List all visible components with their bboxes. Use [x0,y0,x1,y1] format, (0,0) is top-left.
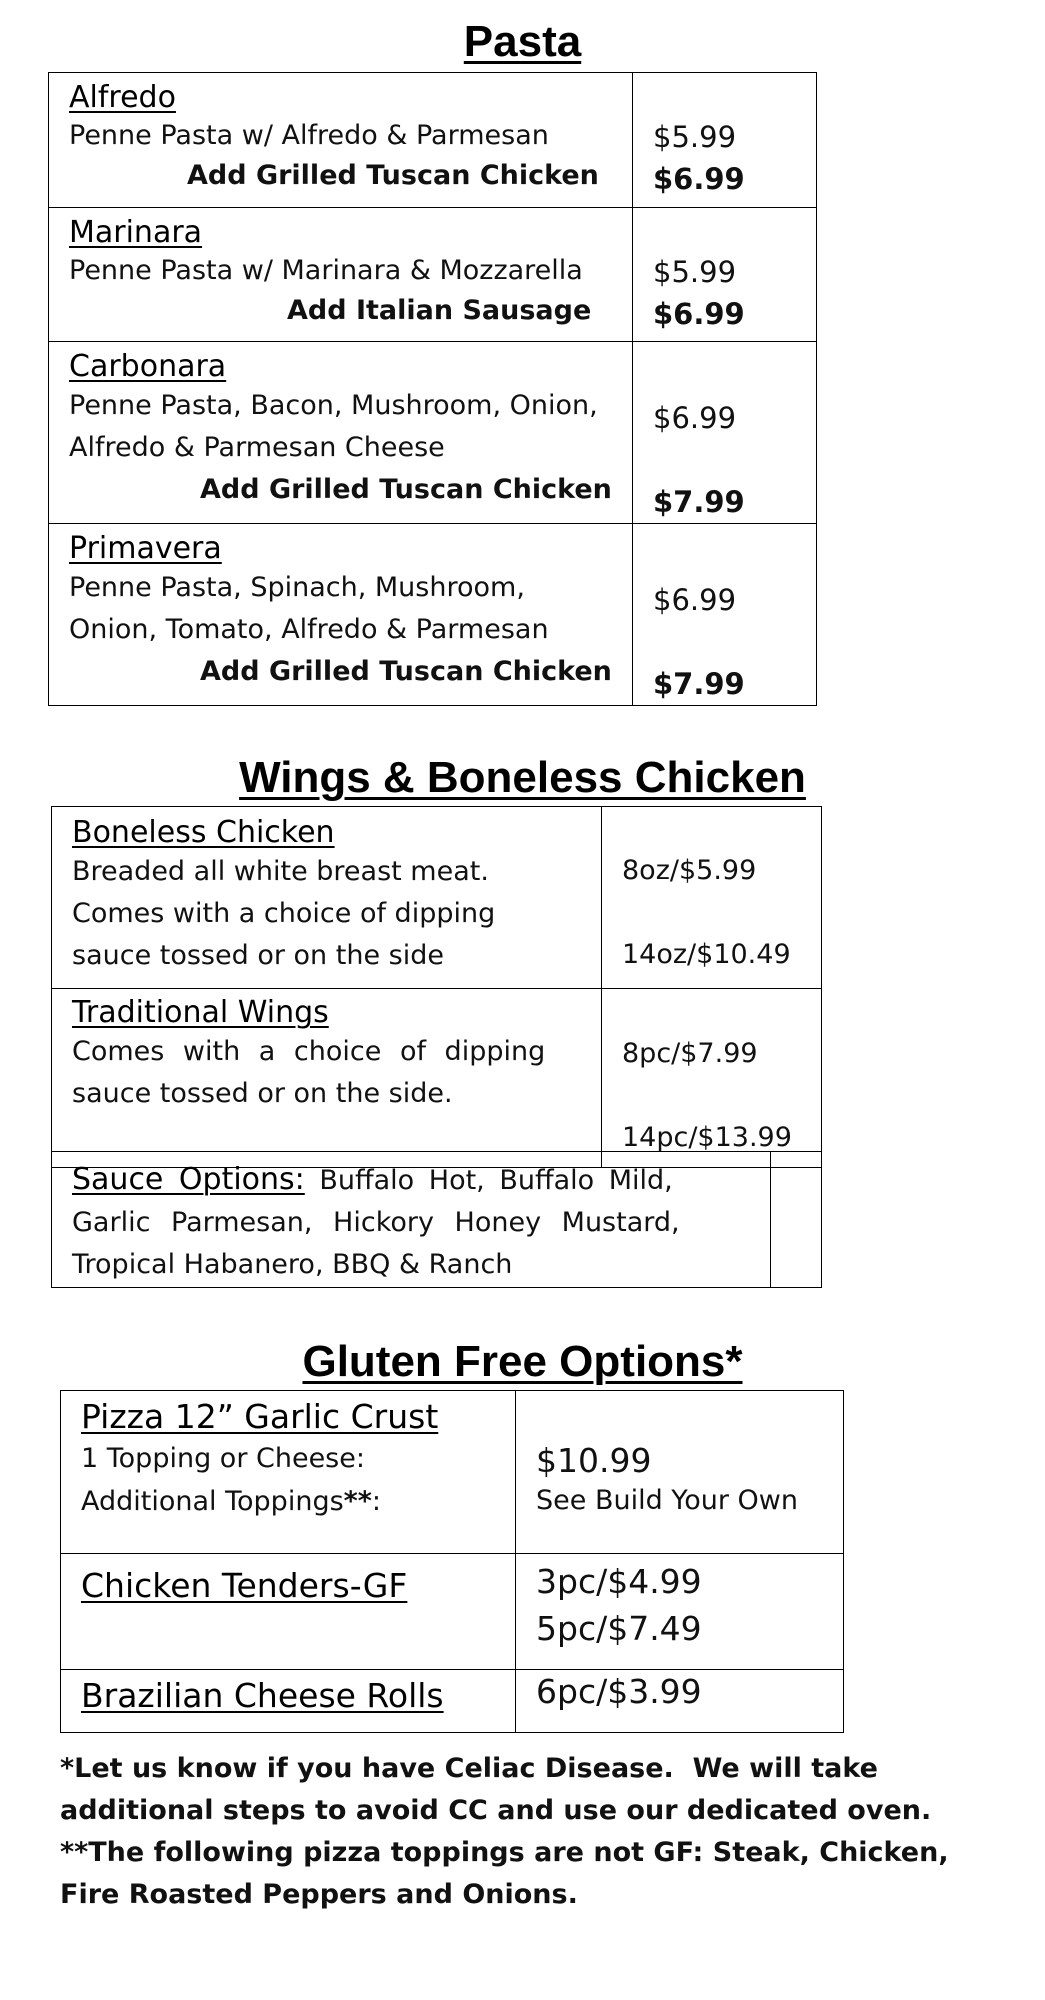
item-price: $5.99 [653,120,737,154]
item-name: Brazilian Cheese Rolls [81,1676,444,1715]
item-description-line-2: Onion, Tomato, Alfredo & Parmesan [69,614,549,645]
footnote-line-3: **The following pizza toppings are not GF: Steak, Chicken, [60,1837,949,1868]
footnote-line-2: additional steps to avoid CC and use our dedicated oven. [60,1795,932,1826]
sauce-options-label: Sauce Options: [72,1162,305,1197]
item-addon: Add Grilled Tuscan Chicken [200,656,612,687]
item-price: $5.99 [653,255,737,289]
item-price: $6.99 [653,401,737,435]
menu-item-carbonara [49,342,817,524]
gluten-free-table [60,1390,844,1733]
item-price-small: 3pc/$4.99 [536,1562,702,1601]
sauce-options-line-2: Garlic Parmesan, Hickory Honey Mustard, [72,1207,680,1238]
item-name: Pizza 12” Garlic Crust [81,1397,439,1436]
menu-item-traditional-wings [52,989,822,1168]
item-addon: Add Italian Sausage [287,295,592,326]
item-addon: Add Grilled Tuscan Chicken [200,474,612,505]
item-description-line-3: sauce tossed or on the side [72,940,444,971]
item-name: Traditional Wings [72,995,329,1030]
pasta-section-title: Pasta [463,17,582,66]
gluten-free-section-title: Gluten Free Options* [302,1337,743,1386]
footnotes [60,1748,1020,1916]
item-description: Penne Pasta w/ Marinara & Mozzarella [69,255,583,286]
menu-item-marinara [49,208,817,342]
item-description-line-1: 1 Topping or Cheese: [81,1443,365,1474]
additional-toppings-label: Additional Toppings [81,1486,344,1517]
sauce-options-empty-cell [771,1152,822,1288]
price-note: See Build Your Own [536,1485,798,1516]
addon-price: $7.99 [653,485,745,519]
item-description-line-1: Breaded all white breast meat. [72,856,489,887]
addon-price: $7.99 [653,667,745,701]
item-name: Carbonara [69,349,227,384]
item-name: Marinara [69,215,203,250]
item-description-line-1: Penne Pasta, Bacon, Mushroom, Onion, [69,390,598,421]
item-description-line-1: Penne Pasta, Spinach, Mushroom, [69,572,525,603]
menu-item-alfredo [49,73,817,208]
item-description-line-2 [81,1480,515,1523]
item-price-small: 8oz/$5.99 [622,855,757,886]
item-price-large: 14oz/$10.49 [622,939,791,970]
menu-item-gf-pizza [61,1391,844,1554]
item-price-small: 8pc/$7.99 [622,1038,758,1069]
menu-item-gf-chicken-tenders [61,1554,844,1670]
item-description: Penne Pasta w/ Alfredo & Parmesan [69,120,549,151]
item-name: Alfredo [69,80,176,115]
item-price: $6.99 [653,583,737,617]
pasta-table [48,72,817,706]
item-name: Boneless Chicken [72,815,335,850]
menu-item-primavera [49,524,817,706]
colon: : [371,1486,382,1517]
footnote-line-4: Fire Roasted Peppers and Onions. [60,1879,578,1910]
item-description-line-2: Comes with a choice of dipping [72,898,496,929]
item-price: $10.99 [536,1441,652,1480]
menu-item-boneless-chicken [52,807,822,989]
sauce-options-line-3: Tropical Habanero, BBQ & Ranch [72,1249,513,1280]
item-description-line-1: Comes with a choice of dipping [72,1036,546,1067]
item-description-line-2: sauce tossed or on the side. [72,1078,453,1109]
item-name: Primavera [69,531,222,566]
item-addon: Add Grilled Tuscan Chicken [187,160,599,191]
sauce-options-text: Buffalo Hot, Buffalo Mild, [319,1165,673,1196]
footnote-mark: ** [343,1486,372,1517]
sauce-options-line-1 [72,1160,752,1202]
item-description-line-2: Alfredo & Parmesan Cheese [69,432,445,463]
footnote-line-1: *Let us know if you have Celiac Disease. We will take [60,1753,878,1784]
wings-table [51,806,822,1168]
sauce-options-row [52,1152,822,1288]
menu-item-gf-brazilian-cheese-rolls [61,1670,844,1733]
item-name: Chicken Tenders-GF [81,1566,408,1605]
addon-price: $6.99 [653,297,745,331]
addon-price: $6.99 [653,162,745,196]
wings-section-title: Wings & Boneless Chicken [239,753,806,802]
item-price: 6pc/$3.99 [536,1672,702,1711]
sauce-options-table [51,1151,822,1288]
item-price-large: 14pc/$13.99 [622,1122,792,1153]
item-price-large: 5pc/$7.49 [536,1609,702,1648]
